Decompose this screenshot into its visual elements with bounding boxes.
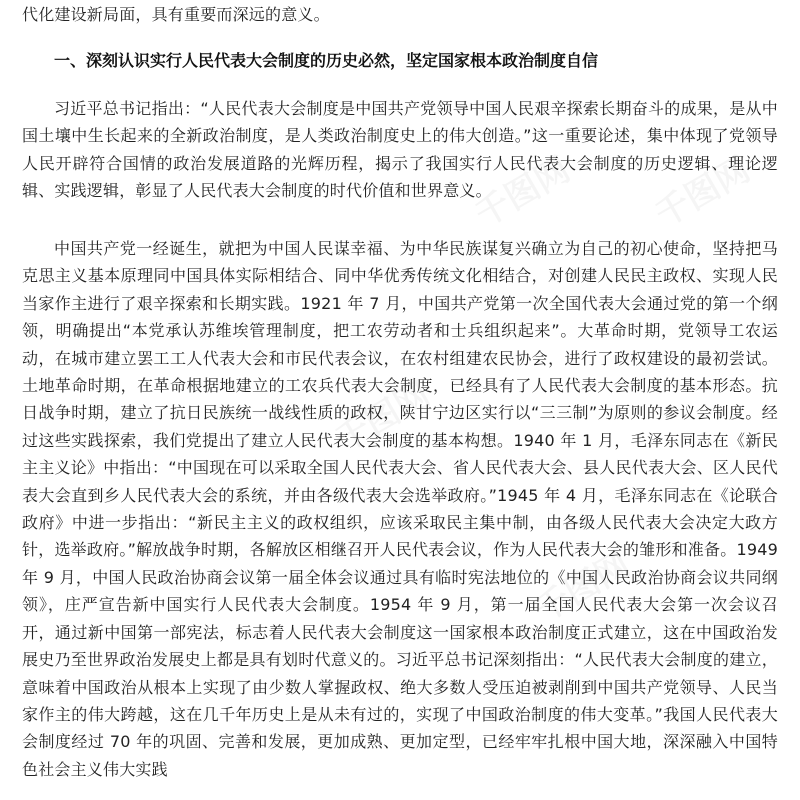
- section-heading: 一、深刻认识实行人民代表大会制度的历史必然，坚定国家根本政治制度自信: [54, 51, 599, 70]
- body-paragraph-1: 习近平总书记指出：“人民代表大会制度是中国共产党领导中国人民艰辛探索长期奋斗的成果，是从中国土壤中生长起来的全新政治制度，是人类政治制度史上的伟大创造。”这一重要论述，集中体现了党领导人民开辟符合国情的政治发展道路的光辉历程，揭示了我国实行人民代表大会制度的历史逻辑、理论逻辑、实践逻辑，彰显了人民代表大会制度的时代价值和世界意义。: [22, 99, 778, 201]
- intro-tail-paragraph: 代化建设新局面，具有重要而深远的意义。: [22, 5, 330, 24]
- body-paragraph-2: 中国共产党一经诞生，就把为中国人民谋幸福、为中华民族谋复兴确立为自己的初心使命，坚持把马克思主义基本原理同中国具体实际相结合、同中华优秀传统文化相结合，对创建人民民主政权、实现人民当家作主进行了艰辛探索和长期实践。1921 年 7 月，中国共产党第一次全国代表大会通过党的第一个纲领，明确提出“本党承认苏维埃管理制度，把工农劳动者和士兵组织起来”。大革命时期，党领导工农运动，在城市建立罢工工人代表大会和市民代表会议，在农村组建农民协会，进行了政权建设的最初尝试。土地革命时期，在革命根据地建立的工农兵代表大会制度，已经具有了人民代表大会制度的基本形态。抗日战争时期，建立了抗日民族统一战线性质的政权，陕甘宁边区实行以“三三制”为原则的参议会制度。经过这些实践探索，我们党提出了建立人民代表大会制度的基本构想。1940 年 1 月，毛泽东同志在《新民主主义论》中指出：“中国现在可以采取全国人民代表大会、省人民代表大会、县人民代表大会、区人民代表大会直到乡人民代表大会的系统，并由各级代表大会选举政府。”1945 年 4 月，毛泽东同志在《论联合政府》中进一步指出：“新民主主义的政权组织，应该采取民主集中制，由各级人民代表大会决定大政方针，选举政府。”解放战争时期，各解放区相继召开人民代表会议，作为人民代表大会的雏形和准备。1949 年 9 月，中国人民政治协商会议第一届全体会议通过具有临时宪法地位的《中国人民政治协商会议共同纲领》，庄严宣告新中国实行人民代表大会制度。1954 年 9 月，第一届全国人民代表大会第一次会议召开，通过新中国第一部宪法，标志着人民代表大会制度这一国家根本政治制度正式建立，这在中国政治发展史乃至世界政治发展史上都是具有划时代意义的。习近平总书记深刻指出：“人民代表大会制度的建立，意味着中国政治从根本上实现了由少数人掌握政权、绝大多数人受压迫被剥削到中国共产党领导、人民当家作主的伟大跨越，这在几千年历史上是从未有过的，实现了中国政治制度的伟大变革。”我国人民代表大会制度经过 70 年的巩固、完善和发展，更加成熟、更加定型，已经牢牢扎根中国大地，深深融入中国特色社会主义伟大实践: [22, 239, 778, 779]
